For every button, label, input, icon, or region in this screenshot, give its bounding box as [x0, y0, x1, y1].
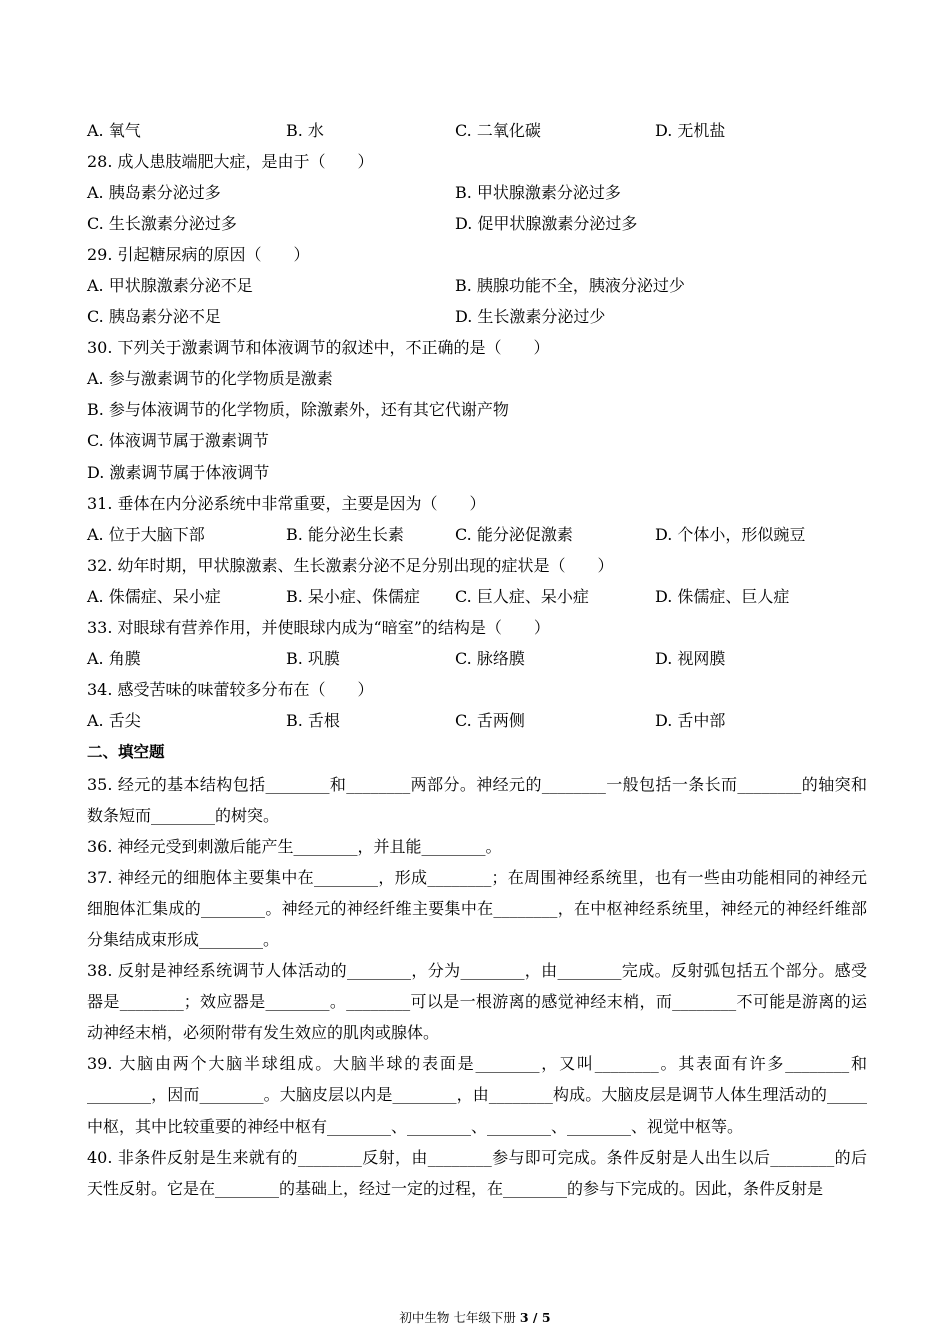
q29-options-row1: [87, 272, 867, 303]
option-a: A. 位于大脑下部: [87, 524, 205, 544]
question-35: 35. 经元的基本结构包括________和________两部分。神经元的________一般包括一条长而________的轴突和数条短而________的树突。: [87, 774, 867, 826]
option-c: C. 舌两侧: [455, 710, 525, 730]
option-d: D. 无机盐: [655, 121, 726, 140]
question-36: 36. 神经元受到刺激后能产生________，并且能________。: [87, 837, 502, 857]
page-separator: /: [528, 1310, 542, 1325]
option-c: C. 胰岛素分泌不足: [87, 307, 221, 327]
option-b: B. 能分泌生长素: [286, 524, 404, 544]
option-b: B. 舌根: [286, 710, 340, 730]
option-d: D. 舌中部: [655, 710, 726, 730]
page-total: 5: [541, 1310, 551, 1325]
q33-stem: 33. 对眼球有营养作用，并使眼球内成为“暗室”的结构是（ ）: [87, 617, 550, 637]
q32-options: [87, 583, 867, 614]
question-37: 37. 神经元的细胞体主要集中在________，形成________；在周围神经系统里，也有一些由功能相同的神经元细胞体汇集成的________。神经元的神经纤维主要集中在________，在中枢神经系统里，神经元的神经纤维部分集结成束形成________。: [87, 868, 867, 950]
q27-options: [87, 117, 867, 148]
question-39: 39. 大脑由两个大脑半球组成。大脑半球的表面是________，又叫________。其表面有许多________和________，因而________。大脑皮层以内是________，由________构成。大脑皮层是调节人体生理活动的_____中枢，其中比较重要的神经中枢有________、________、________、________、视觉中枢等。: [87, 1054, 867, 1136]
option-d: D. 激素调节属于体液调节: [87, 462, 270, 482]
option-c: C. 体液调节属于激素调节: [87, 431, 269, 451]
question-list: [87, 117, 867, 1204]
option-a: A. 参与激素调节的化学物质是激素: [87, 369, 333, 389]
option-b: B. 参与体液调节的化学物质，除激素外，还有其它代谢产物: [87, 400, 509, 420]
q28-options-row2: [87, 210, 867, 241]
option-a: A. 胰岛素分泌过多: [87, 183, 221, 203]
q34-stem: 34. 感受苦味的味蕾较多分布在（ ）: [87, 679, 374, 699]
option-a: A. 侏儒症、呆小症: [87, 586, 221, 606]
section-heading: 二、填空题: [87, 742, 165, 761]
option-a: A. 氧气: [87, 121, 141, 140]
option-b: B. 水: [286, 121, 324, 140]
q29-options-row2: [87, 303, 867, 334]
option-a: A. 甲状腺激素分泌不足: [87, 276, 253, 296]
option-c: C. 生长激素分泌过多: [87, 214, 237, 234]
option-d: D. 促甲状腺激素分泌过多: [455, 214, 638, 234]
question-38: 38. 反射是神经系统调节人体活动的________，分为________，由________完成。反射弧包括五个部分。感受器是________；效应器是________。________可以是一根游离的感觉神经末梢，而________不可能是游离的运动神经末梢，必须附带有发生效应的肌肉或腺体。: [87, 961, 867, 1043]
option-c: C. 二氧化碳: [455, 121, 541, 140]
q28-options-row1: [87, 179, 867, 210]
option-c: C. 巨人症、呆小症: [455, 586, 589, 606]
page-footer: [0, 1308, 950, 1326]
q32-stem: 32. 幼年时期，甲状腺激素、生长激素分泌不足分别出现的症状是（ ）: [87, 555, 614, 575]
question-40: 40. 非条件反射是生来就有的________反射，由________参与即可完成。条件反射是人出生以后________的后天性反射。它是在________的基础上，经过一定的过程，在________的参与下完成的。因此，条件反射是: [87, 1147, 867, 1198]
option-b: B. 巩膜: [286, 648, 340, 668]
option-d: D. 生长激素分泌过少: [455, 307, 606, 327]
q34-options: [87, 707, 867, 738]
q31-stem: 31. 垂体在内分泌系统中非常重要，主要是因为（ ）: [87, 493, 486, 513]
option-c: C. 脉络膜: [455, 648, 525, 668]
option-d: D. 侏儒症、巨人症: [655, 586, 790, 606]
q31-options: [87, 521, 867, 552]
option-b: B. 甲状腺激素分泌过多: [455, 183, 621, 203]
option-b: B. 胰腺功能不全，胰液分泌过少: [455, 276, 685, 296]
option-d: D. 个体小，形似豌豆: [655, 524, 806, 544]
q30-stem: 30. 下列关于激素调节和体液调节的叙述中，不正确的是（ ）: [87, 338, 550, 358]
q28-stem: 28. 成人患肢端肥大症，是由于（ ）: [87, 152, 374, 172]
page-number: 3: [519, 1310, 529, 1325]
option-a: A. 舌尖: [87, 710, 141, 730]
option-c: C. 能分泌促激素: [455, 524, 573, 544]
option-a: A. 角膜: [87, 648, 141, 668]
q33-options: [87, 645, 867, 676]
option-d: D. 视网膜: [655, 648, 726, 668]
option-b: B. 呆小症、侏儒症: [286, 586, 420, 606]
footer-text: 初中生物 七年级下册: [399, 1310, 520, 1325]
q29-stem: 29. 引起糖尿病的原因（ ）: [87, 245, 310, 265]
